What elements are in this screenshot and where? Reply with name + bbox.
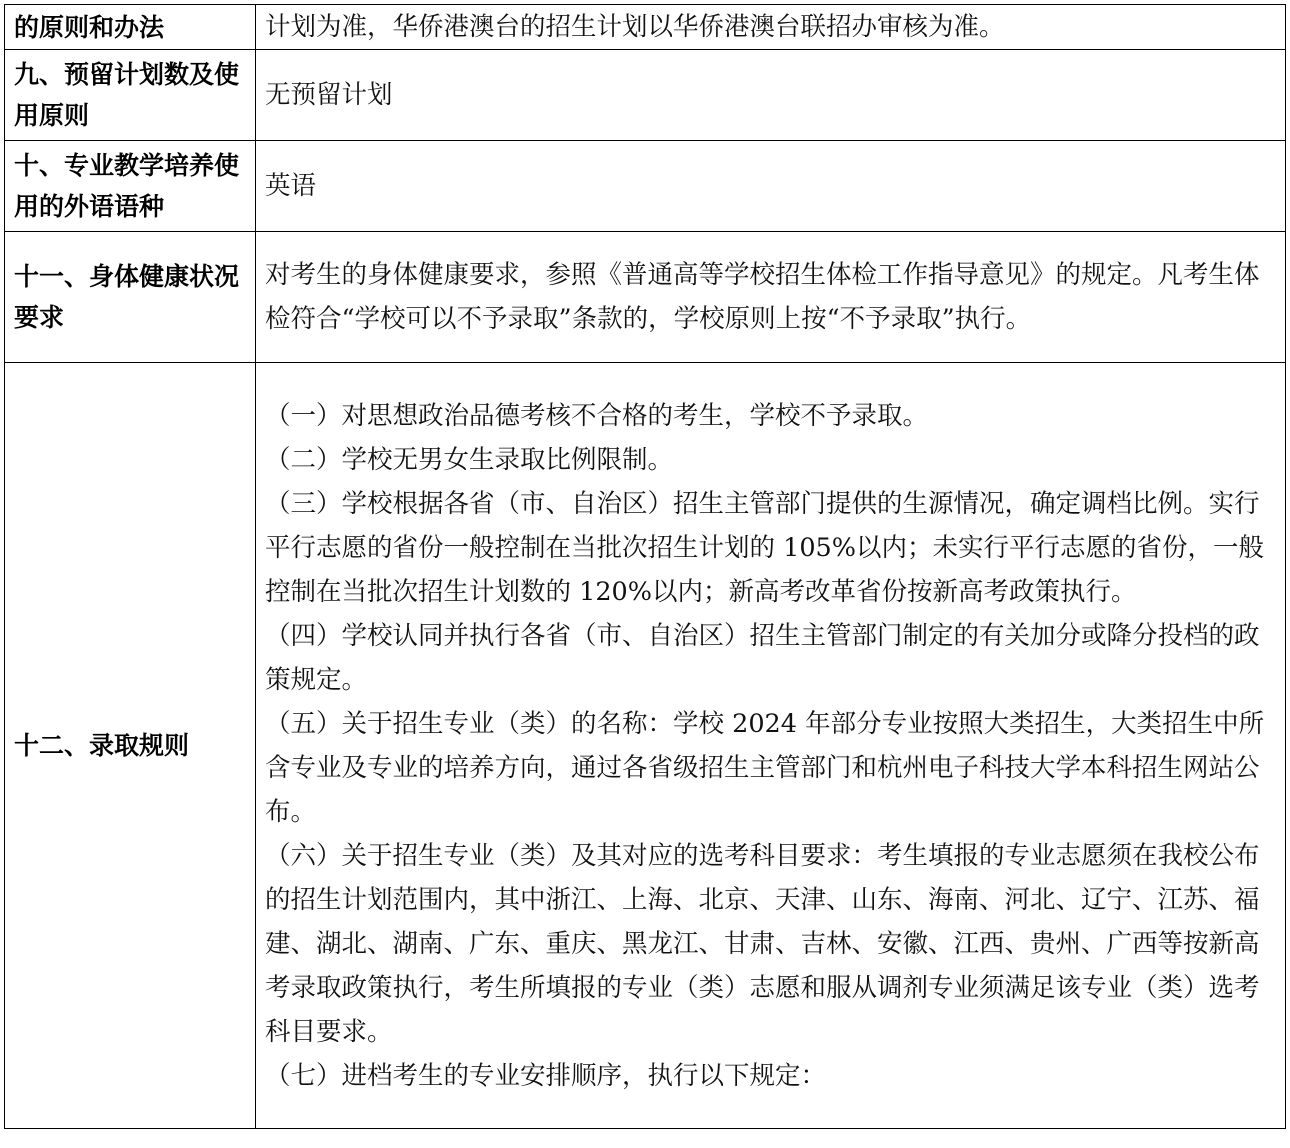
row-content	[256, 232, 1286, 363]
row-content	[256, 141, 1286, 232]
paragraph: 无预留计划	[265, 80, 393, 110]
row-content	[256, 50, 1286, 141]
row-content	[256, 363, 1286, 1129]
row-label: 的原则和办法	[5, 5, 256, 50]
paragraph: 对考生的身体健康要求，参照《普通高等学校招生体检工作指导意见》的规定。凡考生体检符合“学校可以不予录取”条款的，学校原则上按“不予录取”执行。	[265, 260, 1260, 334]
paragraph: （七）进档考生的专业安排顺序，执行以下规定：	[265, 1060, 827, 1091]
paragraph: （一）对思想政治品德考核不合格的考生，学校不予录取。	[265, 400, 929, 431]
table-row	[5, 232, 1286, 363]
row-content	[256, 5, 1286, 50]
paragraph: 计划为准，华侨港澳台的招生计划以华侨港澳台联招办审核为准。	[265, 12, 1005, 42]
paragraph: （六）关于招生专业（类）及其对应的选考科目要求：考生填报的专业志愿须在我校公布的招生计划范围内，其中浙江、上海、北京、天津、山东、海南、河北、辽宁、江苏、福建、湖北、湖南、广东、重庆、黑龙江、甘肃、吉林、安徽、江西、贵州、广西等按新高考录取政策执行，考生所填报的专业（类）志愿和服从调剂专业须满足该专业（类）选考科目要求。	[265, 840, 1260, 1047]
row-label: 十一、身体健康状况要求	[5, 232, 256, 363]
row-label: 十二、录取规则	[5, 363, 256, 1129]
row-label: 十、专业教学培养使用的外语语种	[5, 141, 256, 232]
row-label: 九、预留计划数及使用原则	[5, 50, 256, 141]
admission-rules-table	[4, 4, 1286, 1129]
paragraph: （五）关于招生专业（类）的名称：学校 2024 年部分专业按照大类招生，大类招生中所含专业及专业的培养方向，通过各省级招生主管部门和杭州电子科技大学本科招生网站公布。	[265, 708, 1265, 827]
paragraph: （四）学校认同并执行各省（市、自治区）招生主管部门制定的有关加分或降分投档的政策规定。	[265, 620, 1260, 695]
table-row	[5, 141, 1286, 232]
paragraph: 英语	[265, 171, 317, 201]
paragraph: （三）学校根据各省（市、自治区）招生主管部门提供的生源情况，确定调档比例。实行平行志愿的省份一般控制在当批次招生计划的 105%以内；未实行平行志愿的省份，一般控制在当批次招生计划数的 120%以内；新高考改革省份按新高考政策执行。	[265, 488, 1265, 607]
table-row	[5, 5, 1286, 50]
table-row	[5, 363, 1286, 1129]
table-row	[5, 50, 1286, 141]
paragraph: （二）学校无男女生录取比例限制。	[265, 444, 674, 475]
